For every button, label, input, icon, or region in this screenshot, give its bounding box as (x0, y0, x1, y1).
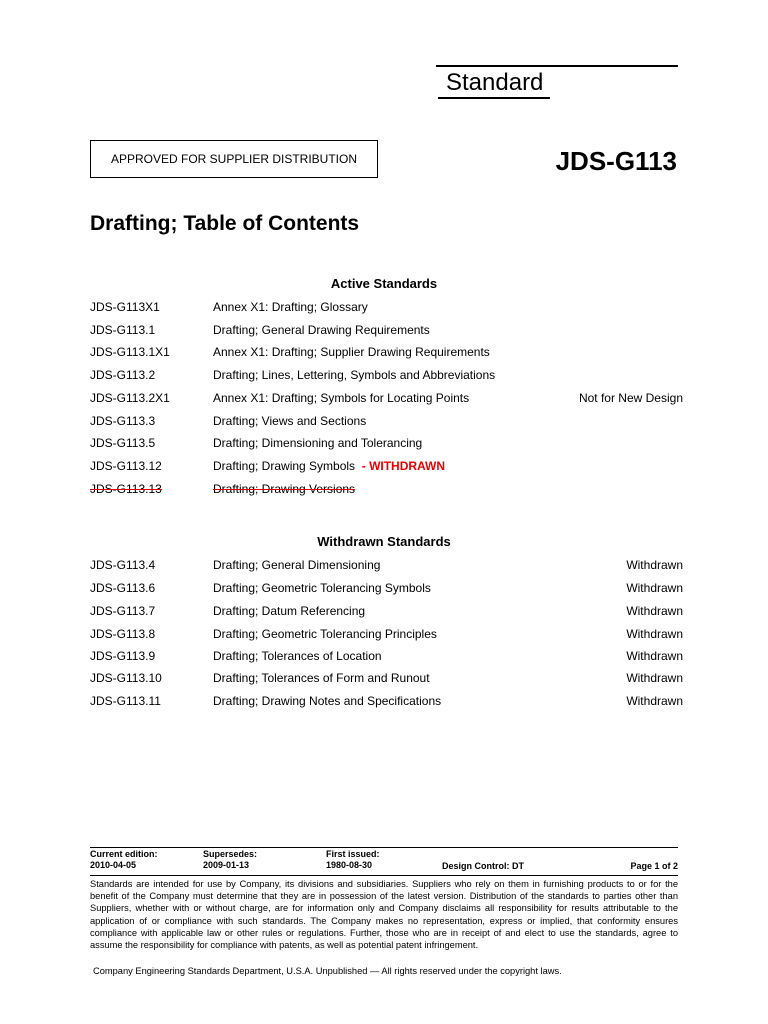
standard-label: Standard (446, 69, 544, 96)
distribution-note-box (90, 140, 378, 178)
standard-status: Withdrawn (626, 627, 683, 641)
table-row (0, 297, 768, 317)
design-control: Design Control: DT (442, 861, 524, 871)
supersedes-date: 2009-01-13 (203, 860, 250, 870)
table-row (0, 342, 768, 362)
header-rule (436, 65, 678, 67)
standard-code: JDS-G113.9 (90, 649, 156, 663)
table-row (0, 411, 768, 431)
standard-status: Withdrawn (626, 671, 683, 685)
document-id: JDS-G113 (555, 146, 677, 176)
page-title: Drafting; Table of Contents (90, 212, 360, 235)
copyright-notice: Company Engineering Standards Department, U.S.A. Unpublished — All rights reserved under the copyright laws. (93, 966, 562, 976)
standard-code: JDS-G113X1 (90, 300, 160, 314)
standard-code: JDS-G113.3 (90, 414, 156, 428)
standard-status: Withdrawn (626, 694, 683, 708)
withdrawn-standards-heading: Withdrawn Standards (317, 534, 451, 549)
table-row (0, 433, 768, 453)
supersedes-label: Supersedes: (203, 849, 258, 859)
standard-code: JDS-G113.11 (90, 694, 161, 708)
standard-description: Annex X1: Drafting; Symbols for Locating Points (213, 391, 470, 405)
footer-top-rule (90, 847, 678, 848)
standard-description: Drafting; Views and Sections (213, 414, 367, 428)
standard-description: Drafting; Geometric Tolerancing Principles (213, 627, 437, 641)
first-issued-label: First issued: (326, 849, 380, 859)
table-row (0, 646, 768, 666)
standard-description: Drafting; Drawing Versions (213, 482, 356, 496)
current-edition-date: 2010-04-05 (90, 860, 137, 870)
standard-description-group (213, 456, 445, 476)
standard-code: JDS-G113.12 (90, 459, 162, 473)
table-row (0, 555, 768, 575)
standard-description: Drafting; Tolerances of Form and Runout (213, 671, 430, 685)
table-row (0, 601, 768, 621)
standard-code: JDS-G113.5 (90, 436, 156, 450)
disclaimer-text: Standards are intended for use by Company, its divisions and subsidiaries. Suppliers who rely on them in furnishing products to or for the benefit of the Company must determine that they are in possession of the latest version. Distribution of the standards to parties other than Suppliers, whether with or without charge, are for information only and Company disclaims all responsibility for results attributable to the application of or compliance with such standards. The Company makes no representation, express or implied, that conformity ensures compliance with applicable law or other rules or regulations. Further, those who are in receipt of and elect to use the standards, agree to assume the responsibility for compliance with patents, as well as potential patent infringement. (90, 879, 678, 951)
standard-code: JDS-G113.13 (90, 482, 162, 496)
standard-description: Drafting; Dimensioning and Tolerancing (213, 436, 423, 450)
current-edition-label: Current edition: (90, 849, 158, 859)
standard-code: JDS-G113.2 (90, 368, 156, 382)
table-row (0, 320, 768, 340)
footer-bottom-rule (90, 875, 678, 876)
table-row (0, 624, 768, 644)
standard-code: JDS-G113.1X1 (90, 345, 170, 359)
table-row (0, 578, 768, 598)
distribution-note: APPROVED FOR SUPPLIER DISTRIBUTION (110, 152, 358, 166)
table-row (0, 388, 768, 408)
standard-description: Drafting; General Dimensioning (213, 558, 381, 572)
table-row (0, 691, 768, 711)
standard-status: Withdrawn (626, 581, 683, 595)
standard-description: Drafting; General Drawing Requirements (213, 323, 430, 337)
standard-status: Not for New Design (578, 391, 683, 405)
standard-code: JDS-G113.4 (90, 558, 156, 572)
withdrawn-tag: - WITHDRAWN (361, 459, 446, 473)
first-issued-date: 1980-08-30 (326, 860, 373, 870)
standard-code: JDS-G113.1 (90, 323, 156, 337)
standard-status: Withdrawn (626, 558, 683, 572)
standard-code: JDS-G113.2X1 (90, 391, 170, 405)
standard-code: JDS-G113.8 (90, 627, 156, 641)
table-row-struck (0, 479, 768, 499)
table-row (0, 456, 768, 476)
standard-description: Drafting; Lines, Lettering, Symbols and Abbreviations (213, 368, 496, 382)
standard-code: JDS-G113.7 (90, 604, 156, 618)
active-standards-heading: Active Standards (330, 276, 438, 291)
standard-code: JDS-G113.6 (90, 581, 156, 595)
standard-description: Drafting; Drawing Symbols (213, 459, 356, 473)
standard-status: Withdrawn (626, 649, 683, 663)
standard-underline (438, 97, 550, 99)
table-row (0, 668, 768, 688)
standard-code: JDS-G113.10 (90, 671, 162, 685)
standard-description: Annex X1: Drafting; Supplier Drawing Requirements (213, 345, 490, 359)
table-row (0, 365, 768, 385)
standard-description: Annex X1: Drafting; Glossary (213, 300, 368, 314)
standard-description: Drafting; Datum Referencing (213, 604, 366, 618)
standard-description: Drafting; Geometric Tolerancing Symbols (213, 581, 431, 595)
page-number: Page 1 of 2 (630, 861, 678, 871)
standard-description: Drafting; Drawing Notes and Specifications (213, 694, 442, 708)
standard-description: Drafting; Tolerances of Location (213, 649, 382, 663)
standard-status: Withdrawn (626, 604, 683, 618)
